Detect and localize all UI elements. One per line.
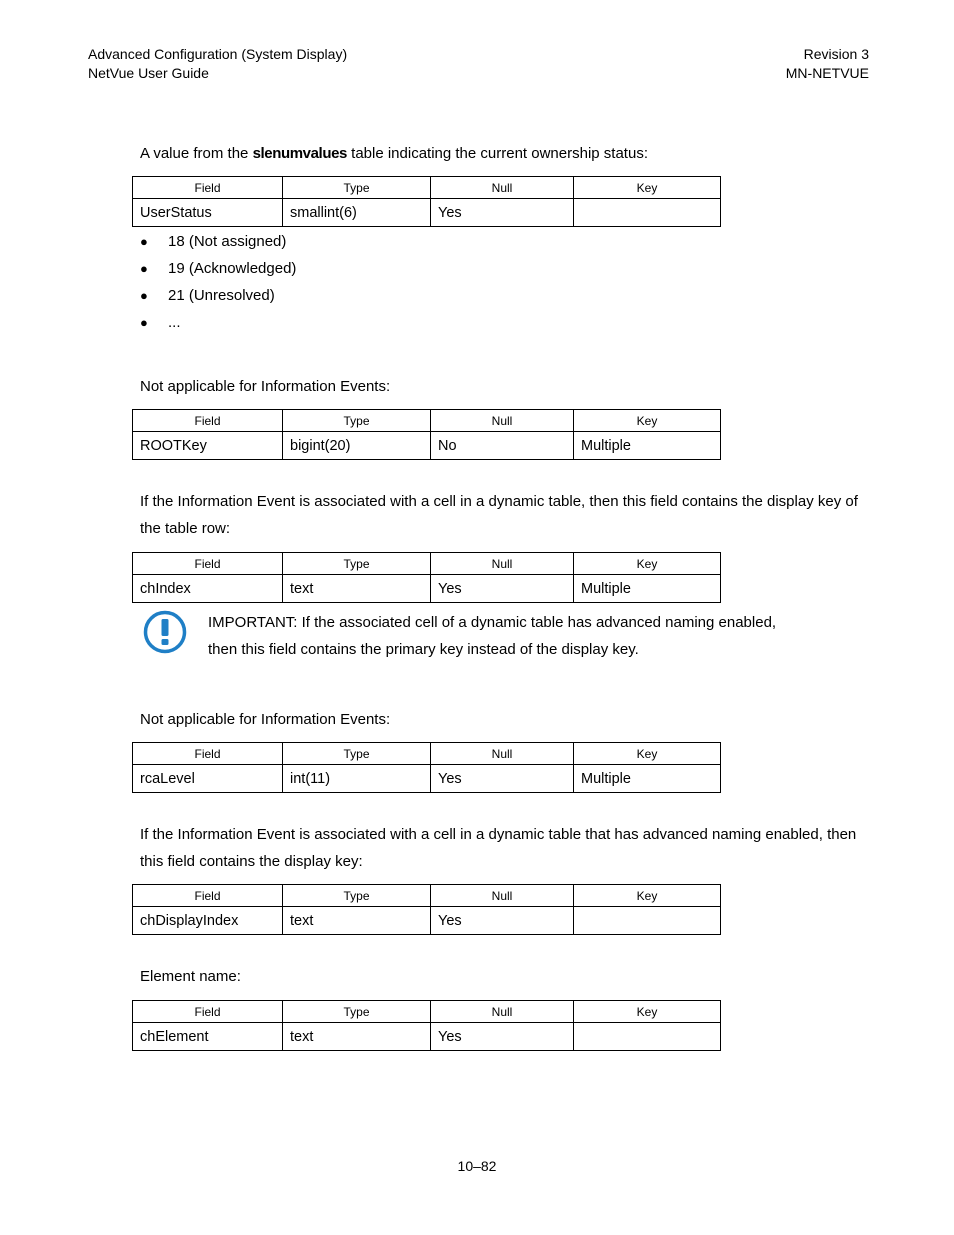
ch-index-table (132, 552, 721, 603)
col-type: Type (283, 743, 431, 765)
list-item: ● 19 (Acknowledged) (140, 255, 296, 282)
cell-key (574, 199, 721, 227)
cell-field: rcaLevel (133, 765, 283, 793)
important-note (208, 609, 848, 663)
chapter-title: Advanced Configuration (System Display) (88, 46, 348, 62)
ch-display-index-intro: If the Information Event is associated with a cell in a dynamic table that has advanced naming enabled, then this field contains the display key: (140, 826, 857, 870)
cell-null: Yes (431, 765, 574, 793)
col-field: Field (133, 885, 283, 907)
ch-display-index-table (132, 884, 721, 935)
user-status-table (132, 176, 721, 227)
table-row (133, 432, 721, 460)
col-null: Null (431, 177, 574, 199)
ch-index-intro: If the Information Event is associated with a cell in a dynamic table, then this field contains the display key of the table row: (140, 493, 858, 537)
col-type: Type (283, 410, 431, 432)
cell-type: text (283, 575, 431, 603)
col-null: Null (431, 410, 574, 432)
table-header-row (133, 177, 721, 199)
list-item: ● 18 (Not assigned) (140, 228, 296, 255)
cell-type: smallint(6) (283, 199, 431, 227)
col-type: Type (283, 553, 431, 575)
col-field: Field (133, 410, 283, 432)
bullet-icon: ● (140, 234, 148, 249)
cell-field: UserStatus (133, 199, 283, 227)
table-header-row (133, 410, 721, 432)
cell-null: Yes (431, 575, 574, 603)
cell-type: bigint(20) (283, 432, 431, 460)
cell-field: ROOTKey (133, 432, 283, 460)
col-key: Key (574, 1001, 721, 1023)
note-line: IMPORTANT: If the associated cell of a dynamic table has advanced naming enabled, (208, 614, 777, 631)
col-key: Key (574, 410, 721, 432)
document-number: MN-NETVUE (785, 65, 869, 81)
bullet-icon: ● (140, 261, 148, 276)
cell-type: text (283, 907, 431, 935)
ch-element-table (132, 1000, 721, 1051)
cell-type: int(11) (283, 765, 431, 793)
cell-key: Multiple (574, 432, 721, 460)
rca-level-intro: Not applicable for Information Events: (140, 711, 391, 728)
table-header-row (133, 885, 721, 907)
page-number: 10–82 (457, 1158, 497, 1174)
root-key-intro: Not applicable for Information Events: (140, 378, 391, 395)
root-key-table (132, 409, 721, 460)
table-header-row (133, 553, 721, 575)
exclamation-circle-icon (142, 609, 188, 655)
status-value-list (140, 228, 296, 336)
col-field: Field (133, 1001, 283, 1023)
slenumvalues-term: slenumvalues (252, 145, 347, 162)
user-status-intro: A value from the slenumvalues table indicating the current ownership status: (140, 145, 648, 162)
col-key: Key (574, 177, 721, 199)
table-row (133, 907, 721, 935)
col-type: Type (283, 177, 431, 199)
cell-null: Yes (431, 199, 574, 227)
col-key: Key (574, 743, 721, 765)
table-row (133, 1023, 721, 1051)
col-field: Field (133, 743, 283, 765)
col-null: Null (431, 743, 574, 765)
table-header-row (133, 743, 721, 765)
list-item: ● 21 (Unresolved) (140, 282, 296, 309)
cell-key: Multiple (574, 575, 721, 603)
col-field: Field (133, 553, 283, 575)
col-null: Null (431, 885, 574, 907)
bullet-icon: ● (140, 315, 148, 330)
col-key: Key (574, 553, 721, 575)
col-field: Field (133, 177, 283, 199)
col-null: Null (431, 1001, 574, 1023)
col-type: Type (283, 1001, 431, 1023)
cell-key (574, 907, 721, 935)
guide-title: NetVue User Guide (88, 65, 209, 81)
table-row (133, 765, 721, 793)
col-null: Null (431, 553, 574, 575)
cell-null: No (431, 432, 574, 460)
table-row (133, 199, 721, 227)
cell-null: Yes (431, 907, 574, 935)
cell-type: text (283, 1023, 431, 1051)
table-row (133, 575, 721, 603)
cell-key (574, 1023, 721, 1051)
note-line: then this field contains the primary key instead of the display key. (208, 641, 639, 658)
bullet-icon: ● (140, 288, 148, 303)
cell-field: chElement (133, 1023, 283, 1051)
header-right (786, 45, 869, 83)
revision-label: Revision 3 (803, 46, 869, 62)
cell-field: chDisplayIndex (133, 907, 283, 935)
table-header-row (133, 1001, 721, 1023)
cell-key: Multiple (574, 765, 721, 793)
ch-element-intro: Element name: (140, 968, 241, 985)
col-type: Type (283, 885, 431, 907)
rca-level-table (132, 742, 721, 793)
list-item: ● ... (140, 309, 296, 336)
header-left (88, 45, 347, 83)
col-key: Key (574, 885, 721, 907)
cell-field: chIndex (133, 575, 283, 603)
cell-null: Yes (431, 1023, 574, 1051)
